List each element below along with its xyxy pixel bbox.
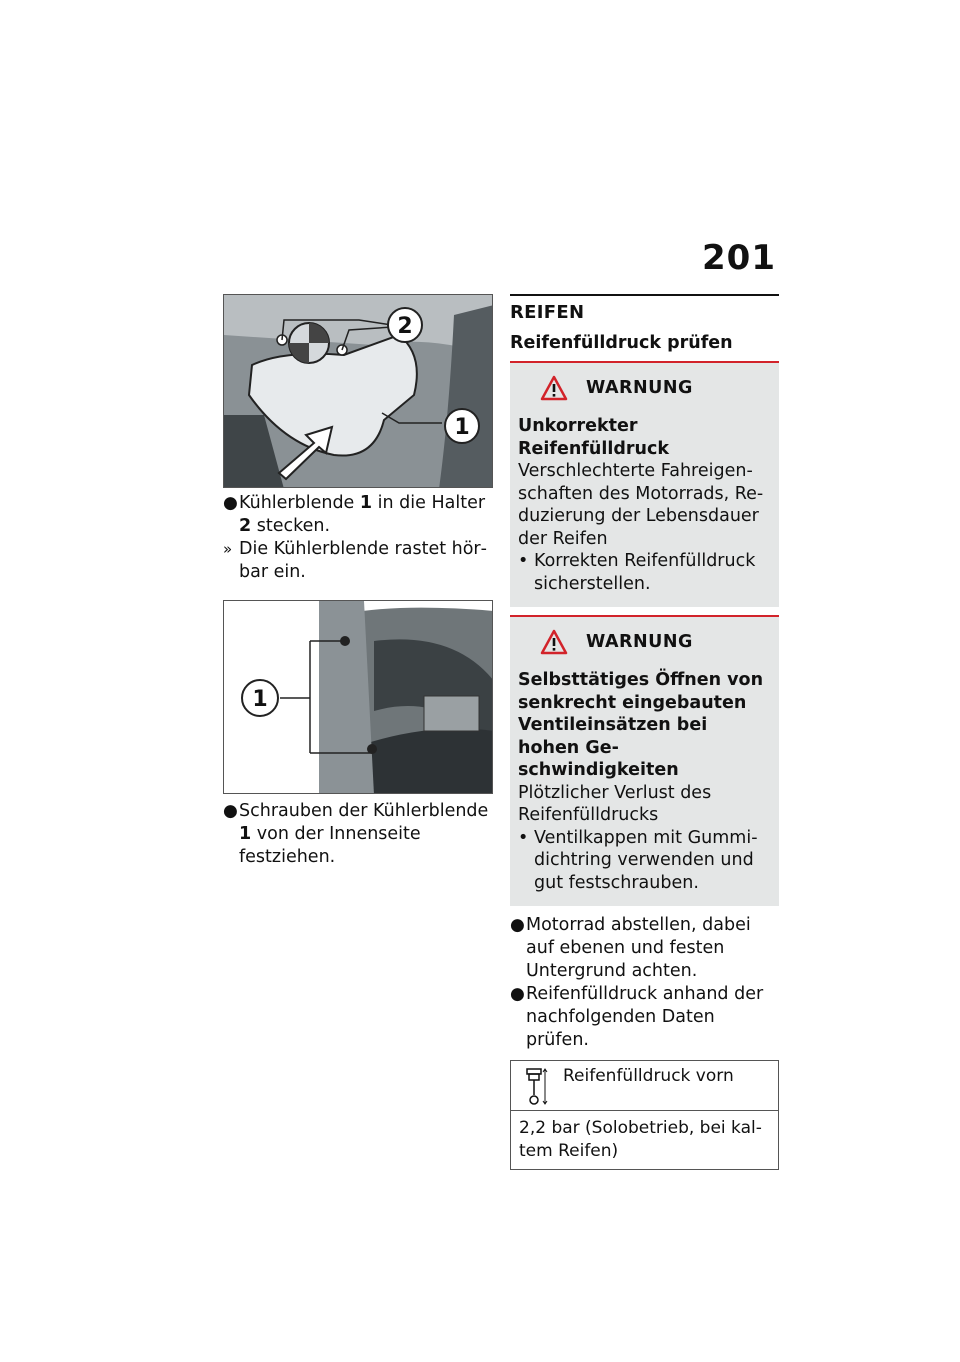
step-insert-cover: ● Kühlerblende 1 in die Halter 2 stecken. bbox=[223, 493, 486, 536]
bullet-icon: ● bbox=[510, 984, 525, 1004]
section-rule bbox=[510, 294, 779, 296]
bullet-icon: • bbox=[518, 551, 529, 571]
bullet-icon: ● bbox=[223, 493, 238, 513]
spec-value: 2,2 bar (Solobetrieb, bei kaltem Reifen) bbox=[519, 1118, 762, 1161]
warning-box-1 bbox=[510, 361, 779, 607]
callout-1-label: 1 bbox=[252, 687, 268, 712]
cover-screws-figure bbox=[223, 600, 493, 794]
page-number: 201 bbox=[702, 238, 776, 278]
ref-1: 1 bbox=[239, 824, 252, 844]
radiator-cover-figure bbox=[223, 294, 493, 488]
callout-1-label: 1 bbox=[454, 415, 470, 440]
warning-triangle-icon bbox=[540, 629, 568, 655]
spec-header-row bbox=[511, 1061, 778, 1111]
step-park-motorcycle: ● Motorrad abstellen, dabei auf ebenen und festen Untergrund achten. bbox=[510, 915, 751, 981]
ref-1: 1 bbox=[359, 493, 373, 513]
warning-title: Selbsttätiges Öffnen von senkrecht eingebauten Ventileinsätzen bei hohen Geschwindigkeiten bbox=[518, 670, 764, 780]
right-column bbox=[510, 294, 779, 1170]
bullet-icon: ● bbox=[510, 915, 525, 935]
warning-header bbox=[540, 375, 771, 401]
section-title: REIFEN bbox=[510, 302, 585, 323]
warning-box-2 bbox=[510, 615, 779, 906]
warning-action: • Korrekten Reifenfülldruck sicherstellen. bbox=[518, 551, 756, 594]
warning-label: WARNUNG bbox=[586, 377, 693, 398]
step-tighten-screws: ● Schrauben der Kühlerblende 1 von der Innenseite festziehen. bbox=[223, 801, 489, 867]
bullet-icon: ● bbox=[223, 801, 238, 821]
callout-2-label: 2 bbox=[397, 314, 413, 339]
warning-triangle-icon bbox=[540, 375, 568, 401]
result-arrow-icon: » bbox=[223, 540, 233, 558]
left-column bbox=[223, 294, 495, 869]
warning-title: Unkorrekter Reifenfülldruck bbox=[518, 416, 669, 459]
tire-pressure-spec-table bbox=[510, 1060, 779, 1170]
warning-header bbox=[540, 629, 771, 655]
ref-2: 2 bbox=[239, 516, 252, 536]
step-check-pressure: ● Reifenfülldruck anhand der nachfolgenden Daten prüfen. bbox=[510, 984, 764, 1050]
warning-body: Plötzlicher Verlust des Reifenfülldrucks bbox=[518, 782, 712, 825]
warning-label: WARNUNG bbox=[586, 631, 693, 652]
warning-action: • Ventilkappen mit Gummidichtring verwenden und gut festschrauben. bbox=[518, 827, 758, 893]
tire-pressure-gauge-icon bbox=[519, 1067, 549, 1107]
radiator-cover-illustration bbox=[224, 295, 493, 488]
result-cover-clicks: » Die Kühlerblende rastet hörbar ein. bbox=[223, 539, 487, 582]
bullet-icon: • bbox=[518, 827, 529, 848]
cover-screws-illustration bbox=[224, 601, 493, 794]
warning-body: Verschlechterte Fahreigenschaften des Motorrads, Reduzierung der Lebensdauer der Reifen bbox=[518, 461, 764, 549]
subsection-title: Reifenfülldruck prüfen bbox=[510, 333, 733, 353]
spec-label: Reifenfülldruck vorn bbox=[563, 1066, 734, 1086]
